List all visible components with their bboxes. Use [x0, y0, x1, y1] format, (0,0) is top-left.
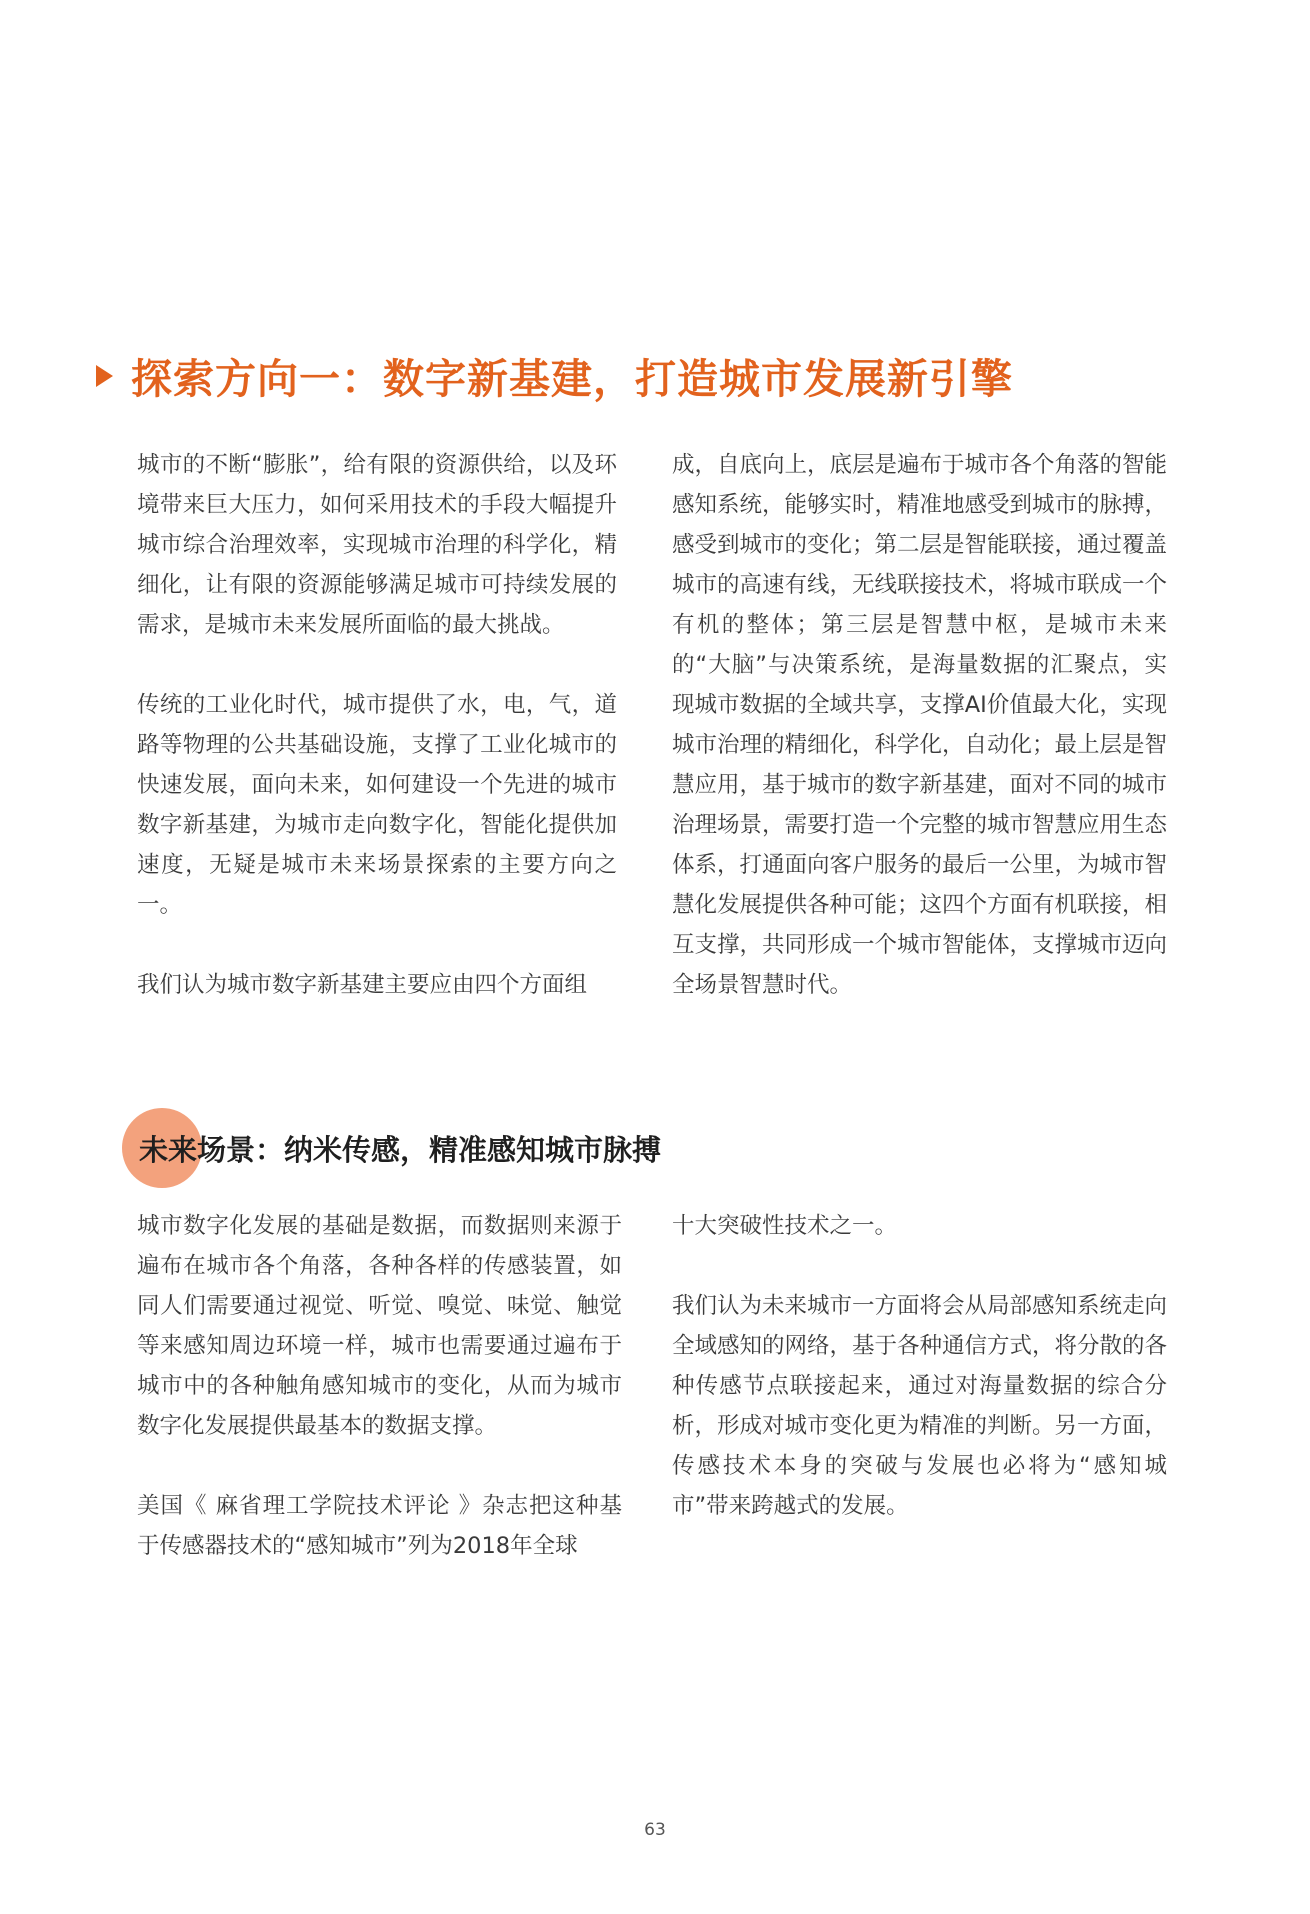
paragraph: 成，自底向上，底层是遍布于城市各个角落的智能感知系统，能够实时，精准地感受到城市的脉搏，感受到城市的变化；第二层是智能联接，通过覆盖城市的高速有线，无线联接技术，将城市联成一个有机的整体；第三层是智慧中枢，是城市未来的“大脑”与决策系统，是海量数据的汇聚点，实现城市数据的全域共享，支撑AI价值最大化，实现城市治理的精细化，科学化，自动化；最上层是智慧应用，基于城市的数字新基建，面对不同的城市治理场景，需要打造一个完整的城市智慧应用生态体系，打通面向客户服务的最后一公里，为城市智慧化发展提供各种可能；这四个方面有机联接，相互支撑，共同形成一个城市智能体，支撑城市迈向全场景智慧时代。	[672, 452, 1168, 998]
subheading	[122, 1108, 661, 1188]
section2-left-column	[137, 1206, 622, 1566]
paragraph: 十大突破性技术之一。	[672, 1213, 898, 1239]
paragraph: 我们认为未来城市一方面将会从局部感知系统走向全域感知的网络，基于各种通信方式，将分散的各种传感节点联接起来，通过对海量数据的综合分析，形成对城市变化更为精准的判断。另一方面，传感技术本身的突破与发展也必将为“感知城市”带来跨越式的发展。	[672, 1293, 1168, 1519]
paragraph: 传统的工业化时代，城市提供了水，电，气，道路等物理的公共基础设施，支撑了工业化城市的快速发展，面向未来，如何建设一个先进的城市数字新基建，为城市走向数字化，智能化提供加速度，无疑是城市未来场景探索的主要方向之一。	[137, 692, 617, 918]
paragraph: 城市的不断“膨胀”，给有限的资源供给，以及环境带来巨大压力，如何采用技术的手段大幅提升城市综合治理效率，实现城市治理的科学化，精细化，让有限的资源能够满足城市可持续发展的需求，是城市未来发展所面临的最大挑战。	[137, 452, 617, 638]
section1-left-column	[137, 445, 617, 1005]
subheading-title: 未来场景：纳米传感，精准感知城市脉搏	[139, 1132, 662, 1167]
page-number: 63	[644, 1820, 666, 1840]
paragraph: 城市数字化发展的基础是数据，而数据则来源于遍布在城市各个角落，各种各样的传感装置，如同人们需要通过视觉、听觉、嗅觉、味觉、触觉等来感知周边环境一样，城市也需要通过遍布于城市中的各种触角感知城市的变化，从而为城市数字化发展提供最基本的数据支撑。	[137, 1213, 622, 1439]
triangle-right-icon	[96, 365, 113, 387]
section2-right-column	[672, 1206, 1167, 1526]
section-title: 探索方向一：数字新基建，打造城市发展新引擎	[131, 355, 1013, 403]
section-heading	[96, 346, 1013, 405]
paragraph: 美国《 麻省理工学院技术评论 》杂志把这种基于传感器技术的“感知城市”列为2018年全球	[137, 1493, 622, 1559]
paragraph: 我们认为城市数字新基建主要应由四个方面组	[137, 972, 588, 998]
section1-right-column	[672, 445, 1167, 1005]
